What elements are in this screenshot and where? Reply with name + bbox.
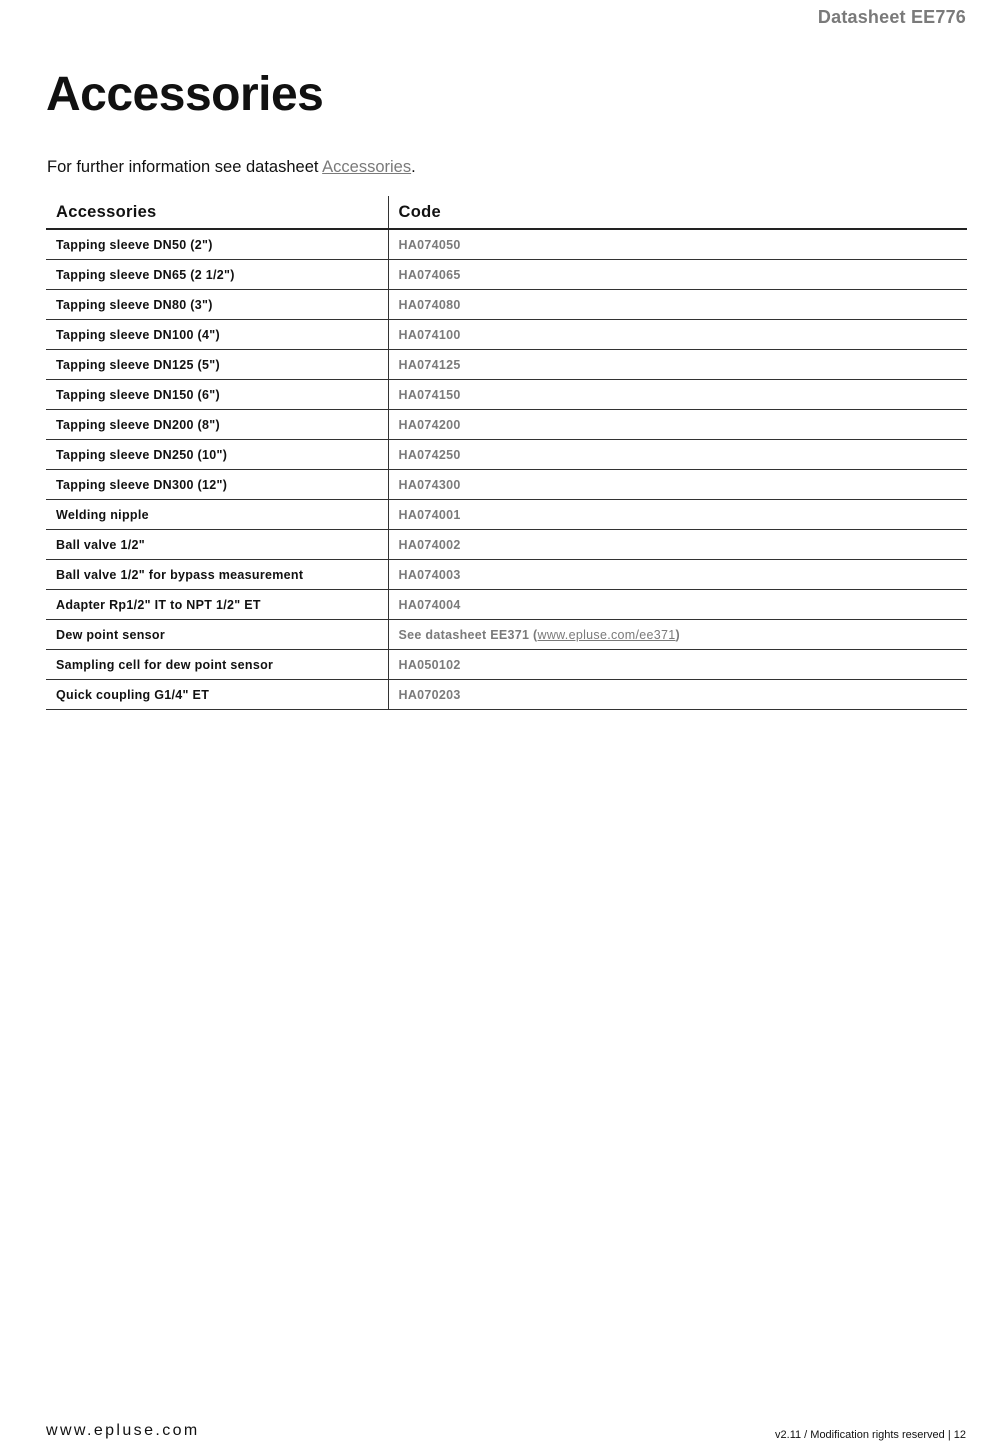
- accessory-code: HA074080: [388, 290, 967, 320]
- intro-paragraph: [47, 158, 416, 177]
- accessory-code: HA074250: [388, 440, 967, 470]
- accessory-code: HA074001: [388, 500, 967, 530]
- accessory-code: HA050102: [388, 650, 967, 680]
- accessory-name: Tapping sleeve DN50 (2"): [46, 229, 388, 260]
- accessory-name: Tapping sleeve DN100 (4"): [46, 320, 388, 350]
- accessory-code: HA074100: [388, 320, 967, 350]
- code-text-after: ): [675, 627, 681, 642]
- intro-text: For further information see datasheet: [47, 158, 323, 176]
- footer-version: v2.11 / Modification rights reserved | 12: [775, 1429, 966, 1441]
- accessory-name: Tapping sleeve DN65 (2 1/2"): [46, 260, 388, 290]
- accessory-code: HA074004: [388, 590, 967, 620]
- table-row: [46, 260, 967, 290]
- accessory-code: HA070203: [388, 680, 967, 710]
- accessory-code: HA074200: [388, 410, 967, 440]
- code-text: See datasheet EE371 (: [398, 627, 538, 642]
- accessory-code: [388, 620, 967, 650]
- accessory-name: Dew point sensor: [46, 620, 388, 650]
- accessories-datasheet-link[interactable]: Accessories: [322, 158, 412, 176]
- accessory-name: Quick coupling G1/4" ET: [46, 680, 388, 710]
- header-accessories: Accessories: [46, 196, 388, 229]
- table-row: [46, 320, 967, 350]
- accessory-code: HA074300: [388, 470, 967, 500]
- header-code: Code: [388, 196, 967, 229]
- ee371-datasheet-link[interactable]: www.epluse.com/ee371: [537, 627, 676, 642]
- table-row: [46, 380, 967, 410]
- accessory-name: Tapping sleeve DN125 (5"): [46, 350, 388, 380]
- accessory-name: Tapping sleeve DN80 (3"): [46, 290, 388, 320]
- table-row: [46, 650, 967, 680]
- accessory-name: Sampling cell for dew point sensor: [46, 650, 388, 680]
- datasheet-label: Datasheet EE776: [817, 7, 966, 27]
- table-row: [46, 290, 967, 320]
- accessory-code: HA074065: [388, 260, 967, 290]
- accessory-name: Adapter Rp1/2" IT to NPT 1/2" ET: [46, 590, 388, 620]
- accessory-name: Tapping sleeve DN250 (10"): [46, 440, 388, 470]
- table-row: [46, 620, 967, 650]
- accessory-name: Tapping sleeve DN200 (8"): [46, 410, 388, 440]
- table-header-row: [46, 196, 967, 229]
- accessory-code: HA074125: [388, 350, 967, 380]
- intro-period: .: [411, 158, 416, 176]
- footer-website: www.epluse.com: [46, 1422, 200, 1439]
- table-row: [46, 680, 967, 710]
- table-row: [46, 440, 967, 470]
- table-row: [46, 229, 967, 260]
- accessory-name: Ball valve 1/2" for bypass measurement: [46, 560, 388, 590]
- table-row: [46, 350, 967, 380]
- table-row: [46, 410, 967, 440]
- accessory-code: HA074003: [388, 560, 967, 590]
- accessory-code: HA074002: [388, 530, 967, 560]
- accessory-code: HA074150: [388, 380, 967, 410]
- table-row: [46, 470, 967, 500]
- accessory-code: HA074050: [388, 229, 967, 260]
- table-row: [46, 500, 967, 530]
- table-row: [46, 530, 967, 560]
- accessory-name: Ball valve 1/2": [46, 530, 388, 560]
- accessories-table: [46, 196, 967, 710]
- table-row: [46, 590, 967, 620]
- accessory-name: Welding nipple: [46, 500, 388, 530]
- accessory-name: Tapping sleeve DN150 (6"): [46, 380, 388, 410]
- table-row: [46, 560, 967, 590]
- page-title: Accessories: [46, 68, 324, 121]
- accessory-name: Tapping sleeve DN300 (12"): [46, 470, 388, 500]
